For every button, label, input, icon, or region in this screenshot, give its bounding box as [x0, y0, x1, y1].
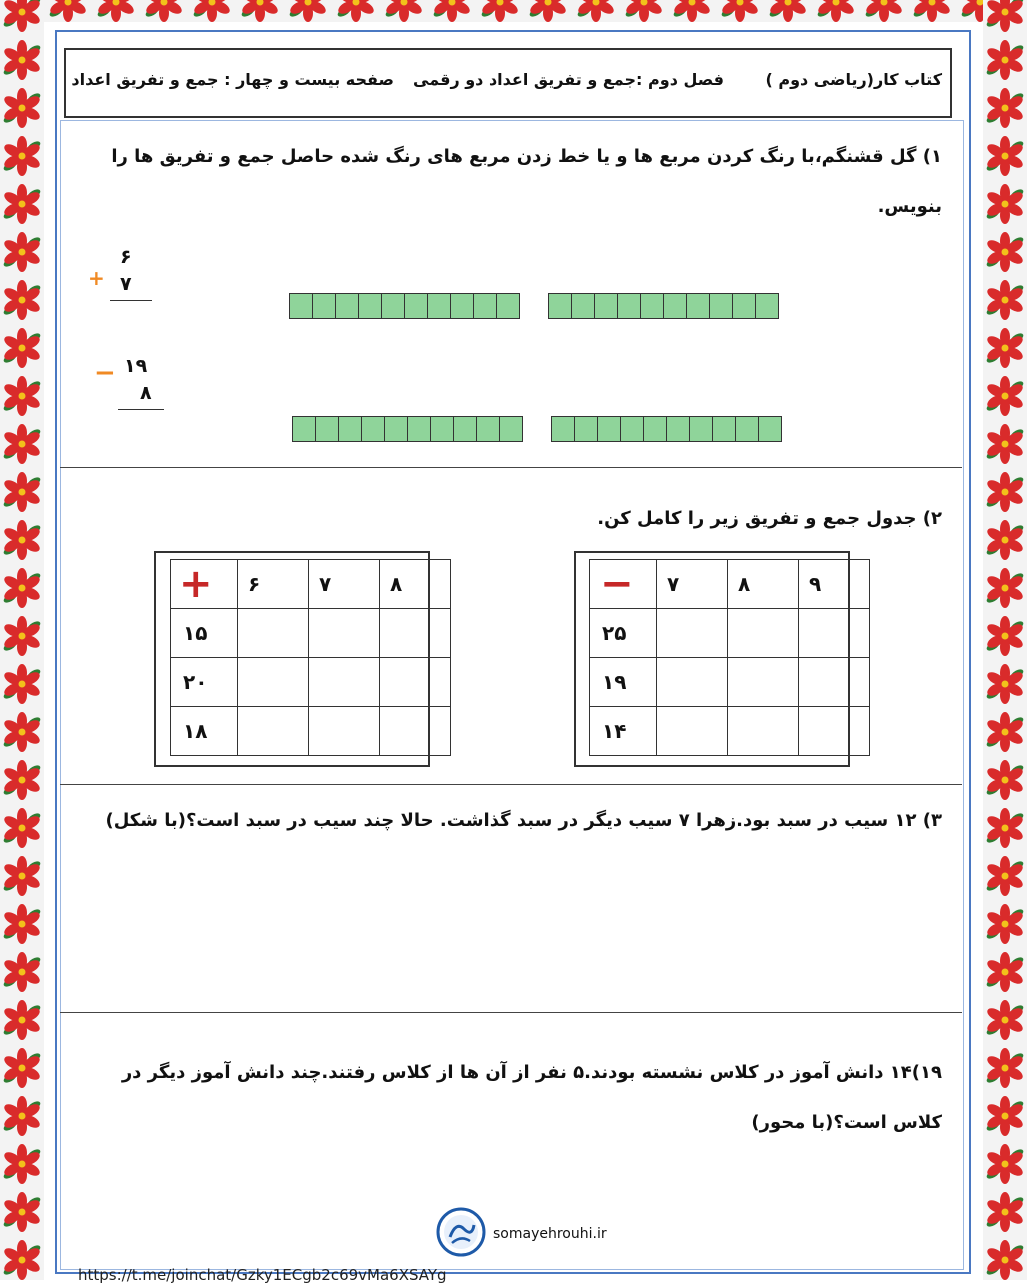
- poinsettia-icon: [2, 376, 42, 416]
- poinsettia-icon: [2, 40, 42, 80]
- q4-line2: کلاس است؟(با محور): [751, 1112, 942, 1133]
- answer-cell[interactable]: [309, 658, 380, 707]
- poinsettia-icon: [912, 0, 952, 22]
- poinsettia-icon: [864, 0, 904, 22]
- poinsettia-icon: [985, 712, 1025, 752]
- poinsettia-icon: [2, 712, 42, 752]
- poinsettia-icon: [985, 1000, 1025, 1040]
- poinsettia-icon: [985, 472, 1025, 512]
- sub-ten-strip-right: [551, 416, 782, 442]
- answer-cell[interactable]: [380, 658, 451, 707]
- poinsettia-icon: [672, 0, 712, 22]
- col-header: ۸: [728, 560, 799, 609]
- poinsettia-icon: [144, 0, 184, 22]
- poinsettia-icon: [985, 328, 1025, 368]
- poinsettia-icon: [985, 136, 1025, 176]
- site-logo-icon: [436, 1207, 486, 1257]
- poinsettia-icon: [985, 280, 1025, 320]
- add-underline: [110, 300, 152, 301]
- poinsettia-icon: [985, 520, 1025, 560]
- poinsettia-icon: [2, 1144, 42, 1184]
- poinsettia-icon: [2, 568, 42, 608]
- answer-cell[interactable]: [309, 707, 380, 756]
- answer-cell[interactable]: [799, 609, 870, 658]
- poinsettia-icon: [96, 0, 136, 22]
- poinsettia-icon: [985, 0, 1025, 32]
- poinsettia-icon: [985, 616, 1025, 656]
- poinsettia-icon: [2, 808, 42, 848]
- minus-icon: −: [94, 358, 116, 388]
- q3-text: ۳) ۱۲ سیب در سبد بود.زهرا ۷ سیب دیگر در سبد گذاشت. حالا چند سیب در سبد است؟(با شکل): [105, 810, 942, 831]
- q2-text: ۲) جدول جمع و تفریق زیر را کامل کن.: [597, 508, 942, 529]
- poinsettia-icon: [528, 0, 568, 22]
- chapter-title: فصل دوم :جمع و تفریق اعداد دو رقمی: [413, 70, 724, 89]
- answer-cell[interactable]: [238, 609, 309, 658]
- row-header: ۱۹: [590, 658, 657, 707]
- poinsettia-icon: [985, 1096, 1025, 1136]
- poinsettia-icon: [384, 0, 424, 22]
- row-header: ۱۴: [590, 707, 657, 756]
- sub-ten-strip-left: [292, 416, 523, 442]
- answer-cell[interactable]: [799, 658, 870, 707]
- row-header: ۲۰: [171, 658, 238, 707]
- sub-bottom-number: ۸: [140, 382, 152, 404]
- poinsettia-icon: [336, 0, 376, 22]
- page-header: [64, 48, 952, 118]
- poinsettia-icon: [985, 808, 1025, 848]
- poinsettia-icon: [2, 856, 42, 896]
- poinsettia-icon: [576, 0, 616, 22]
- poinsettia-icon: [2, 1240, 42, 1280]
- poinsettia-icon: [985, 1048, 1025, 1088]
- site-url[interactable]: somayehrouhi.ir: [493, 1226, 607, 1242]
- table-minus-icon: −: [590, 560, 657, 609]
- poinsettia-icon: [985, 232, 1025, 272]
- answer-cell[interactable]: [657, 609, 728, 658]
- poinsettia-icon: [2, 952, 42, 992]
- book-title: کتاب کار(ریاضی دوم ): [765, 70, 942, 89]
- q4-line1: ۱۹)۱۴ دانش آموز در کلاس نشسته بودند.۵ نفر از آن ها از کلاس رفتند.چند دانش آموز دیگر در: [122, 1062, 942, 1083]
- table-plus-icon: +: [171, 560, 238, 609]
- poinsettia-icon: [2, 760, 42, 800]
- q1-line2: بنویس.: [878, 196, 942, 217]
- answer-cell[interactable]: [657, 707, 728, 756]
- poinsettia-icon: [2, 1096, 42, 1136]
- q1-line1: ۱) گل قشنگم،با رنگ کردن مربع ها و یا خط زدن مربع های رنگ شده حاصل جمع و تفریق ها را: [111, 146, 942, 167]
- poinsettia-icon: [2, 424, 42, 464]
- answer-cell[interactable]: [309, 609, 380, 658]
- col-header: ۷: [657, 560, 728, 609]
- col-header: ۸: [380, 560, 451, 609]
- poinsettia-icon: [288, 0, 328, 22]
- poinsettia-icon: [432, 0, 472, 22]
- poinsettia-icon: [985, 568, 1025, 608]
- col-header: ۹: [799, 560, 870, 609]
- poinsettia-icon: [985, 952, 1025, 992]
- subtraction-table: [589, 559, 870, 756]
- poinsettia-icon: [720, 0, 760, 22]
- page-title: صفحه بیست و چهار : جمع و تفریق اعداد: [71, 70, 394, 89]
- poinsettia-icon: [624, 0, 664, 22]
- poinsettia-icon: [2, 280, 42, 320]
- answer-cell[interactable]: [799, 707, 870, 756]
- row-header: ۱۸: [171, 707, 238, 756]
- poinsettia-icon: [985, 88, 1025, 128]
- plus-icon: +: [88, 266, 105, 290]
- answer-cell[interactable]: [728, 609, 799, 658]
- row-header: ۲۵: [590, 609, 657, 658]
- add-bottom-number: ۷: [120, 273, 132, 295]
- poinsettia-icon: [2, 520, 42, 560]
- answer-cell[interactable]: [380, 609, 451, 658]
- poinsettia-icon: [2, 664, 42, 704]
- poinsettia-icon: [2, 232, 42, 272]
- poinsettia-icon: [2, 472, 42, 512]
- floral-border-top: [0, 0, 1027, 22]
- sub-underline: [118, 409, 164, 410]
- poinsettia-icon: [2, 1048, 42, 1088]
- poinsettia-icon: [2, 1192, 42, 1232]
- add-ten-strip-left: [289, 293, 520, 319]
- poinsettia-icon: [985, 1144, 1025, 1184]
- poinsettia-icon: [816, 0, 856, 22]
- poinsettia-icon: [985, 856, 1025, 896]
- add-ten-strip-right: [548, 293, 779, 319]
- poinsettia-icon: [985, 184, 1025, 224]
- answer-cell[interactable]: [238, 658, 309, 707]
- poinsettia-icon: [768, 0, 808, 22]
- poinsettia-icon: [985, 376, 1025, 416]
- sub-top-number: ۱۹: [124, 355, 147, 377]
- poinsettia-icon: [2, 0, 42, 32]
- poinsettia-icon: [985, 424, 1025, 464]
- divider: [60, 784, 962, 785]
- answer-cell[interactable]: [728, 658, 799, 707]
- answer-cell[interactable]: [238, 707, 309, 756]
- answer-cell[interactable]: [380, 707, 451, 756]
- poinsettia-icon: [2, 1000, 42, 1040]
- poinsettia-icon: [192, 0, 232, 22]
- poinsettia-icon: [985, 1192, 1025, 1232]
- telegram-link[interactable]: https://t.me/joinchat/Gzky1ECgb2c69vMa6XSAYg: [78, 1266, 447, 1284]
- floral-border-left: [0, 0, 44, 1280]
- col-header: ۷: [309, 560, 380, 609]
- divider: [60, 467, 962, 468]
- poinsettia-icon: [240, 0, 280, 22]
- poinsettia-icon: [2, 328, 42, 368]
- poinsettia-icon: [985, 760, 1025, 800]
- add-top-number: ۶: [120, 246, 132, 268]
- poinsettia-icon: [2, 184, 42, 224]
- poinsettia-icon: [2, 904, 42, 944]
- answer-cell[interactable]: [728, 707, 799, 756]
- poinsettia-icon: [985, 904, 1025, 944]
- poinsettia-icon: [985, 1240, 1025, 1280]
- poinsettia-icon: [985, 40, 1025, 80]
- poinsettia-icon: [985, 664, 1025, 704]
- answer-cell[interactable]: [657, 658, 728, 707]
- poinsettia-icon: [2, 616, 42, 656]
- poinsettia-icon: [48, 0, 88, 22]
- poinsettia-icon: [2, 88, 42, 128]
- poinsettia-icon: [2, 136, 42, 176]
- floral-border-right: [983, 0, 1027, 1280]
- divider: [60, 1012, 962, 1013]
- col-header: ۶: [238, 560, 309, 609]
- addition-table: [170, 559, 451, 756]
- poinsettia-icon: [480, 0, 520, 22]
- row-header: ۱۵: [171, 609, 238, 658]
